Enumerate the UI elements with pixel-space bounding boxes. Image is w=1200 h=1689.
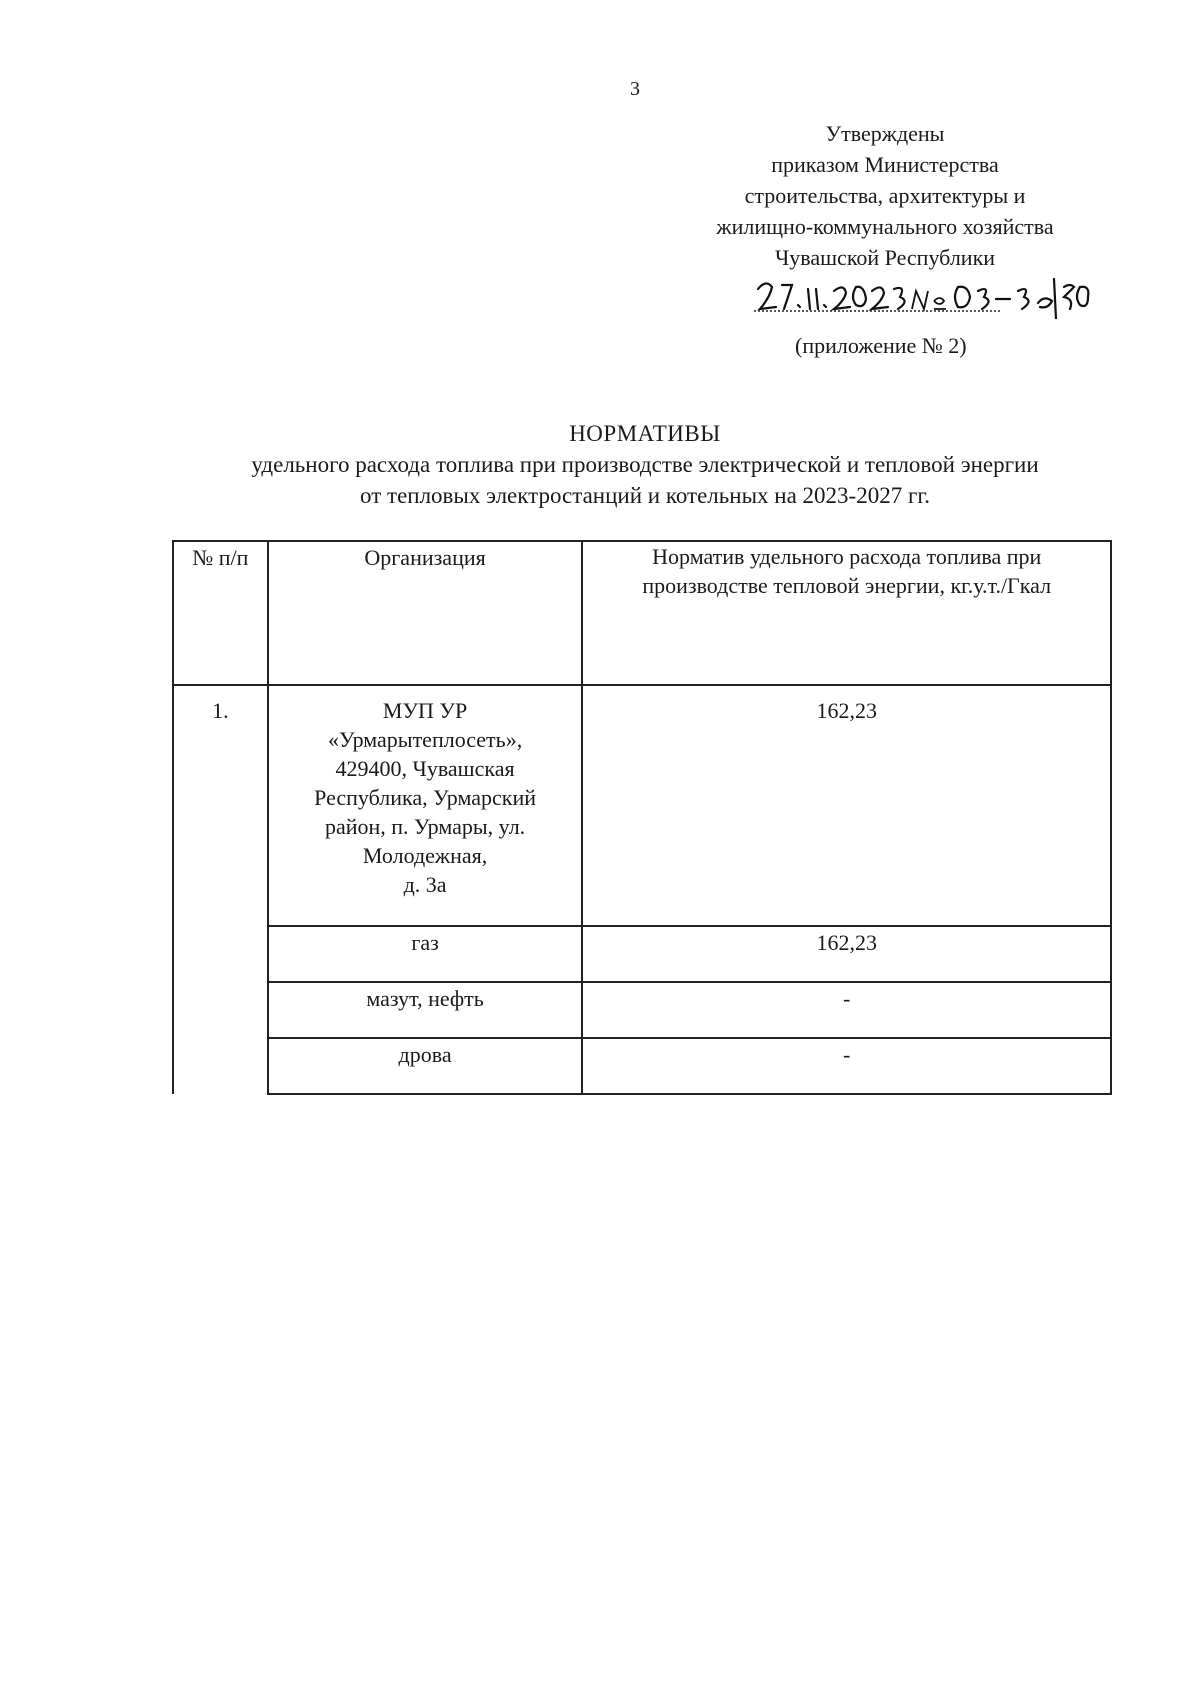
organization-cell (268, 685, 583, 926)
handwritten-date-number (660, 273, 1110, 313)
approval-line: жилищно-коммунального хозяйства (716, 214, 1054, 239)
header-norm-line: производстве тепловой энергии, кг.у.т./Гкал (642, 573, 1052, 598)
fuel-row (173, 1038, 1111, 1094)
fuel-name: мазут, нефть (268, 982, 583, 1038)
approval-block (660, 118, 1110, 313)
appendix-note: (приложение № 2) (795, 333, 967, 358)
organization-line: 429400, Чувашская (335, 756, 515, 781)
fuel-row (173, 982, 1111, 1038)
fuel-value: - (582, 1038, 1111, 1094)
document-title (150, 418, 1140, 511)
fuel-row (173, 926, 1111, 982)
header-num: № п/п (173, 541, 268, 685)
organization-line: Республика, Урмарский (314, 785, 536, 810)
organization-line: Молодежная, (362, 843, 488, 868)
page-number: 3 (630, 78, 640, 100)
table-header-row (173, 541, 1111, 685)
organization-line: район, п. Урмары, ул. (324, 814, 526, 839)
approval-line: приказом Министерства (771, 152, 999, 177)
approval-line: Чувашской Республики (774, 245, 996, 270)
title-main: НОРМАТИВЫ (569, 421, 721, 446)
header-org: Организация (268, 541, 583, 685)
fuel-value: - (582, 982, 1111, 1038)
handwritten-signature-icon (752, 275, 1112, 319)
title-line: от тепловых электростанций и котельных на 2023-2027 гг. (360, 483, 930, 508)
organization-line: д. 3а (403, 872, 447, 897)
fuel-value: 162,23 (582, 926, 1111, 982)
header-norm-line: Норматив удельного расхода топлива при (652, 544, 1042, 569)
header-norm (582, 541, 1111, 685)
title-line: удельного расхода топлива при производстве электрической и тепловой энергии (251, 452, 1039, 477)
organization-line: «Урмарытеплосеть», (327, 727, 523, 752)
organization-line: МУП УР (382, 698, 468, 723)
table-row (173, 685, 1111, 926)
norm-value-cell: 162,23 (582, 685, 1111, 926)
approval-line: Утверждены (825, 121, 945, 146)
fuel-name: газ (268, 926, 583, 982)
approval-line: строительства, архитектуры и (744, 183, 1026, 208)
norms-table (172, 540, 1112, 1095)
row-number: 1. (173, 685, 268, 1094)
fuel-name: дрова (268, 1038, 583, 1094)
